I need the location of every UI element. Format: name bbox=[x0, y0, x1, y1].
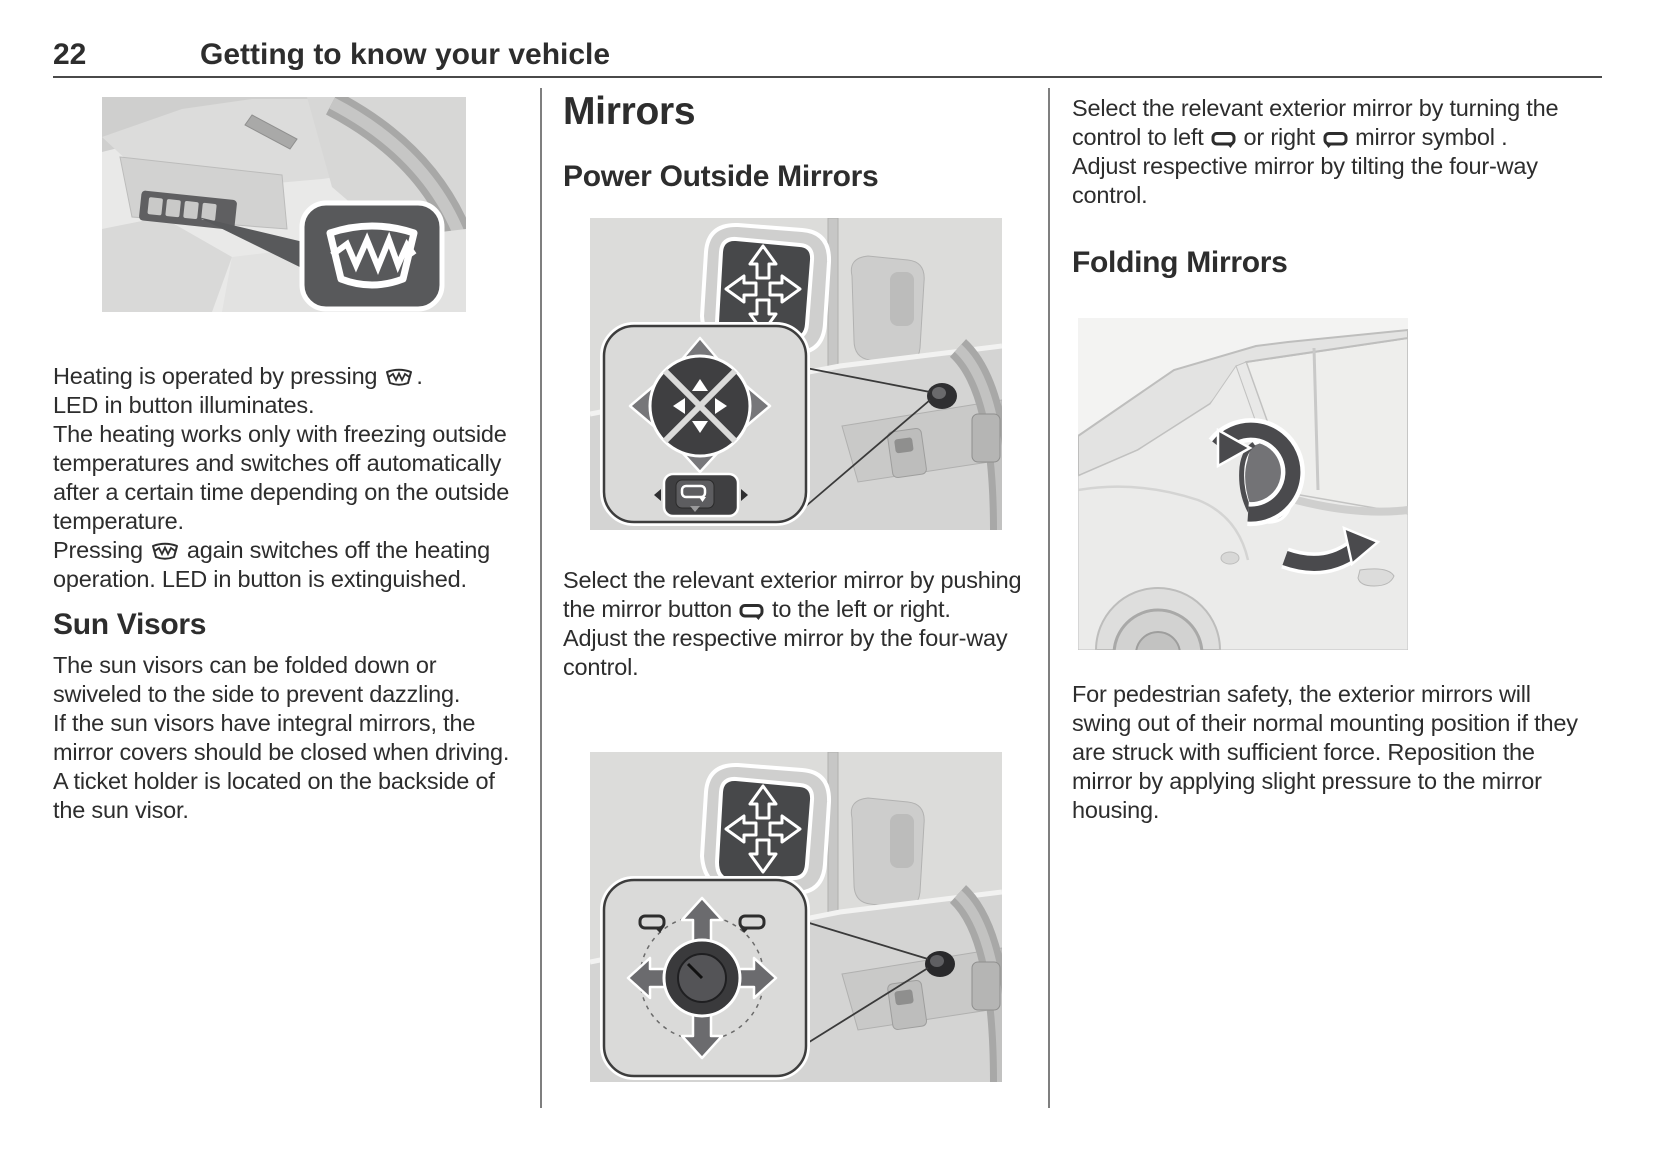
page-title: Getting to know your vehicle bbox=[200, 38, 611, 71]
heating-paragraph-2: LED in button illuminates. bbox=[53, 392, 315, 418]
mirror-left-icon bbox=[739, 603, 765, 621]
mirror-select-button bbox=[654, 474, 748, 516]
mirror-left-icon bbox=[1211, 131, 1237, 149]
rotary-control-callout bbox=[604, 880, 806, 1076]
sun-visors-heading: Sun Visors bbox=[53, 608, 207, 641]
power-mirror-paragraph-1: Select the relevant exterior mirror by pushing the mirror button to the left or right. bbox=[563, 567, 1022, 622]
select-mirror-paragraph: Select the relevant exterior mirror by turning the control to left or right mirror symbol . bbox=[1072, 95, 1559, 150]
figure-mirror-adjust-knob bbox=[590, 752, 1002, 1082]
heated-windshield-callout bbox=[302, 203, 442, 309]
pedestrian-safety-paragraph: For pedestrian safety, the exterior mirrors will swing out of their normal mounting position if they are struck with sufficient force. Reposition the mirror by applying slight pressure to the mirror housing. bbox=[1072, 681, 1578, 823]
four-way-control-callout bbox=[604, 326, 806, 522]
heated-windshield-icon bbox=[384, 366, 414, 388]
sun-visors-paragraph-3: A ticket holder is located on the backside of the sun visor. bbox=[53, 768, 495, 823]
figure-heated-windshield-button bbox=[102, 97, 466, 312]
middle-column-text bbox=[563, 566, 1033, 682]
power-mirror-paragraph-2: Adjust the respective mirror by the four-way control. bbox=[563, 625, 1008, 680]
right-column-text-top bbox=[1072, 94, 1574, 210]
mirrors-title: Mirrors bbox=[563, 90, 696, 133]
sun-visors-paragraph-2: If the sun visors have integral mirrors, the mirror covers should be closed when driving. bbox=[53, 710, 510, 765]
figure-power-mirror-control bbox=[590, 218, 1002, 530]
power-outside-mirrors-heading: Power Outside Mirrors bbox=[563, 160, 879, 193]
heating-paragraph-1: Heating is operated by pressing . bbox=[53, 363, 423, 389]
header-rule bbox=[53, 76, 1602, 78]
page-number: 22 bbox=[53, 38, 87, 71]
figure-folding-mirror bbox=[1078, 318, 1408, 650]
folding-mirrors-heading: Folding Mirrors bbox=[1072, 246, 1288, 279]
adjust-mirror-paragraph: Adjust respective mirror by tilting the four-way control. bbox=[1072, 153, 1538, 208]
heated-windshield-icon bbox=[150, 540, 180, 562]
right-column-text-bottom bbox=[1072, 680, 1578, 825]
column-divider-left bbox=[540, 88, 542, 1108]
sun-visors-paragraph-1: The sun visors can be folded down or swiveled to the side to prevent dazzling. bbox=[53, 652, 461, 707]
mirror-right-icon bbox=[1322, 131, 1348, 149]
column-divider-right bbox=[1048, 88, 1050, 1108]
heating-paragraph-4: Pressing again switches off the heating operation. LED in button is extinguished. bbox=[53, 537, 491, 592]
heating-paragraph-3: The heating works only with freezing outside temperatures and switches off automatically after a certain time depending on the outside temperature. bbox=[53, 421, 510, 534]
left-column bbox=[53, 362, 531, 825]
